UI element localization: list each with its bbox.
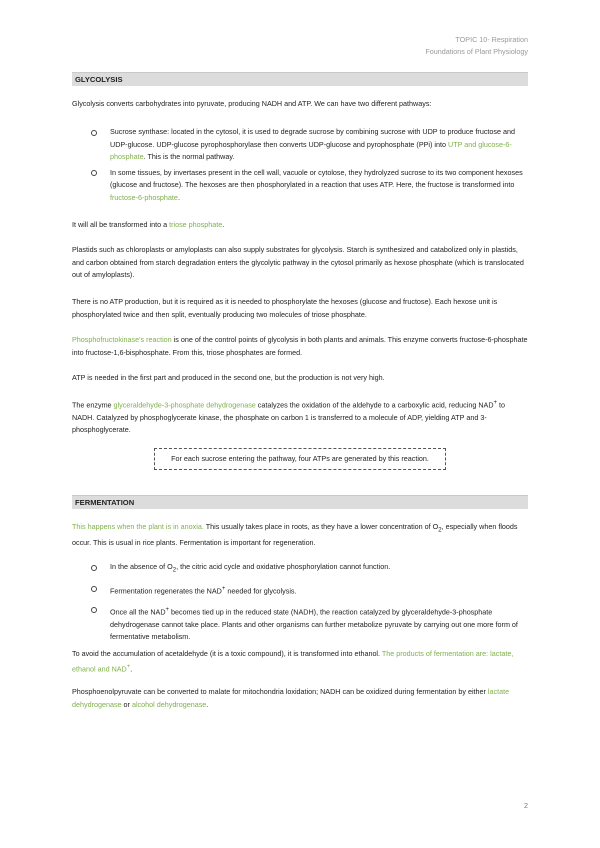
page-header xyxy=(425,34,528,58)
highlight-text: fructose-6-phosphate xyxy=(110,192,178,202)
bullet-circle-icon xyxy=(91,565,97,571)
highlight-text: This happens when the plant is in anoxia. xyxy=(72,522,204,531)
list-item: Sucrose synthase: located in the cytosol, it is used to degrade sucrose by combining sucrose with UDP to produce fructose and UDP-glucose. UDP-glucose pyrophosphorylase then converts UDP-glucose and pyrophosphate (PPi) into UTP and glucose-6-phosphate. This is the normal pathway. xyxy=(72,126,528,164)
section-title: GLYCOLYSIS xyxy=(75,75,123,84)
highlight-text: The products of fermentation are: lactate, ethanol and NAD xyxy=(72,649,514,673)
plastids-paragraph: Plastids such as chloroplasts or amyloplasts can also supply substrates for glycolysis. Starch is synthesized and catabolized only in plastids, and carbon obtained from starch degradation enters the glycolytic pathway in the cytosol primarily as hexose phosphate (which is translocated out of amyloplasts). xyxy=(72,245,524,279)
highlight-text: triose phosphate xyxy=(169,220,223,229)
bullet-circle-icon xyxy=(91,170,97,176)
atp-paragraph: ATP is needed in the first part and produced in the second one, but the production is not very high. xyxy=(72,373,385,382)
no-atp-paragraph: There is no ATP production, but it is required as it is needed to phosphorylate the hexoses (glucose and fructose). Each hexose unit is phosphorylated twice and then split, eventually producing two molecules of triose phosphate. xyxy=(72,297,498,319)
g3p-paragraph: The enzyme glyceraldehyde-3-phosphate dehydrogenase catalyzes the oxidation of the aldehyde to a carboxylic acid, reducing NAD+ to NADH. Catalyzed by phosphoglycerate kinase, the phosphate on carbon 1 is transferred to a molecule of ADP, yielding ATP and 3-phosphoglycerate. xyxy=(72,400,506,435)
bullet-circle-icon xyxy=(91,607,97,613)
highlight-text: glyceraldehyde-3-phosphate dehydrogenase xyxy=(113,400,256,410)
header-topic: TOPIC 10- Respiration xyxy=(455,35,528,44)
section-heading-glycolysis xyxy=(72,72,528,86)
acetaldehyde-paragraph: To avoid the accumulation of acetaldehyde (it is a toxic compound), it is transformed into ethanol. The products of fermentation are: lactate, ethanol and NAD+. xyxy=(72,649,514,673)
pep-paragraph: Phosphoenolpyruvate can be converted to malate for mitochondria loxidation; NADH can be oxidized during fermentation by either lactate dehydrogenase or alcohol dehydrogenase. xyxy=(72,687,510,709)
fermentation-intro: This happens when the plant is in anoxia. This usually takes place in roots, as they have a lower concentration of $O_2$, especially when floods occur. This is usual in rice plants. Fermentation is important for regeneration. xyxy=(72,522,518,547)
section-heading-fermentation xyxy=(72,495,528,509)
highlight-text: alcohol dehydrogenase xyxy=(131,699,207,709)
highlight-text: lactate dehydrogenase xyxy=(72,687,510,709)
section-title: FERMENTATION xyxy=(75,498,135,507)
atp-summary-box: For each sucrose entering the pathway, four ATPs are generated by this reaction. xyxy=(154,448,446,470)
bullet-circle-icon xyxy=(91,586,97,592)
glycolysis-pathways-list xyxy=(72,126,528,204)
list-item: Once all the NAD+ becomes tied up in the reduced state (NADH), the reaction catalyzed by glyceraldehyde-3-phosphate dehydrogenase cannot take place. Plants and other organisms can further metabolize pyruvate by carrying out one more form of fermentative metabolism. xyxy=(72,604,528,644)
page-number: 2 xyxy=(524,801,528,810)
list-item: Fermentation regenerates the NAD+ needed for glycolysis. xyxy=(72,583,528,598)
bullet-circle-icon xyxy=(91,130,97,136)
triose-paragraph: It will all be transformed into a triose phosphate. xyxy=(72,220,225,229)
highlight-text: UTP and glucose-6-phosphate xyxy=(110,139,512,161)
header-course: Foundations of Plant Physiology xyxy=(425,47,528,56)
list-item: In some tissues, by invertases present in the cell wall, vacuole or cytolose, they hydrolyzed sucrose to its two component hexoses (glucose and fructose). The hexoses are then phosphorylated in a reaction that uses ATP. Here, the fructose is transformed into fructose-6-phosphate. xyxy=(72,167,528,205)
highlight-text: Phosphofructokinase's reaction xyxy=(72,335,172,344)
pfk-paragraph: Phosphofructokinase's reaction is one of the control points of glycolysis in both plants and animals. This enzyme converts fructose-6-phosphate into fructose-1,6-bisphosphate. From this, triose phosphates are formed. xyxy=(72,335,528,357)
list-item: In the absence of $O_2$, the citric acid cycle and oxidative phosphorylation cannot function. xyxy=(72,561,528,577)
glycolysis-intro: Glycolysis converts carbohydrates into pyruvate, producing NADH and ATP. We can have two different pathways: xyxy=(72,99,432,108)
fermentation-list xyxy=(72,561,528,644)
